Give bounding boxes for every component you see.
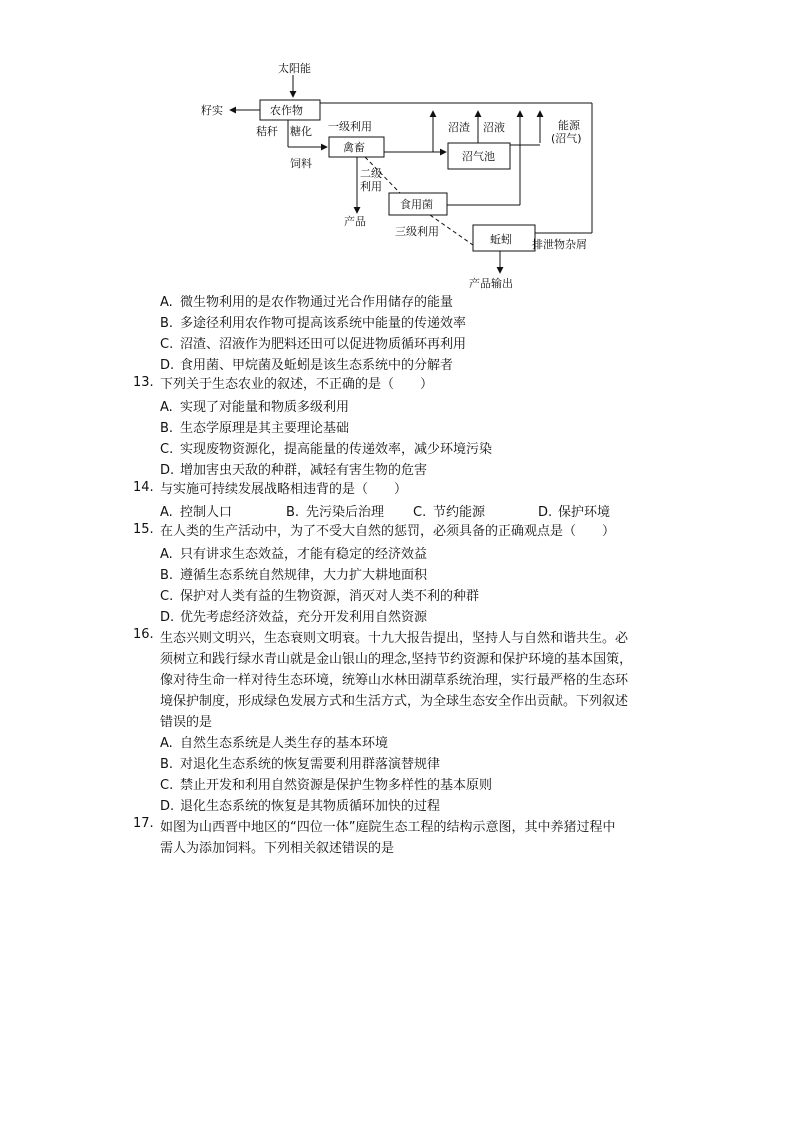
q14-stem: 与实施可持续发展战略相违背的是（ ） — [160, 482, 408, 497]
q16-stem-line-4: 境保护制度，形成绿色发展方式和生活方式，为全球生态安全作出贡献。下列叙述 — [160, 694, 629, 709]
label-seed: 籽实 — [201, 104, 223, 117]
q12-option-d: D. 食用菌、甲烷菌及蚯蚓是该生态系统中的分解者 — [160, 358, 454, 373]
q15-number: 15. — [133, 522, 154, 537]
label-first-use: 一级利用 — [328, 120, 372, 133]
label-earthworm: 蚯蚓 — [490, 233, 512, 246]
q14-number: 14. — [133, 480, 154, 495]
label-second-use-1: 二级 — [360, 167, 382, 180]
q16-stem-line-1: 生态兴则文明兴，生态衰则文明衰。十九大报告提出，坚持人与自然和谐共生。必 — [160, 631, 629, 646]
q16-number: 16. — [133, 627, 154, 642]
label-biogas-pool: 沼气池 — [462, 150, 495, 163]
q16-option-b: B. 对退化生态系统的恢复需要利用群落演替规律 — [160, 757, 441, 772]
q15-option-c: C. 保护对人类有益的生物资源，消灭对人类不利的种群 — [160, 589, 480, 604]
q13-option-d: D. 增加害虫天敌的种群，减轻有害生物的危害 — [160, 463, 428, 478]
label-second-use-2: 利用 — [360, 180, 382, 193]
q16-stem-line-2: 须树立和践行绿水青山就是金山银山的理念,坚持节约资源和保护环境的基本国策， — [160, 652, 633, 667]
ecological-flow-diagram — [190, 55, 610, 295]
label-saccharify: 糖化 — [290, 125, 312, 138]
label-waste: 排泄物杂屑 — [532, 238, 587, 251]
q16-option-c: C. 禁止开发和利用自然资源是保护生物多样性的基本原则 — [160, 778, 493, 793]
label-biogas: (沼气) — [551, 132, 582, 145]
q14-option-c: C. 节约能源 — [413, 505, 486, 520]
q16-option-d: D. 退化生态系统的恢复是其物质循环加快的过程 — [160, 799, 441, 814]
label-crop: 农作物 — [270, 104, 303, 117]
q17-number: 17. — [133, 816, 154, 831]
q14-option-a: A. 控制人口 — [160, 505, 233, 520]
label-energy: 能源 — [558, 119, 580, 132]
label-product-out: 产品输出 — [469, 277, 513, 290]
q12-option-c: C. 沼渣、沼液作为肥料还田可以促进物质循环再利用 — [160, 337, 467, 352]
q17-stem-line-1: 如图为山西晋中地区的“四位一体”庭院生态工程的结构示意图，其中养猪过程中 — [160, 820, 616, 835]
q17-stem-line-2: 需人为添加饲料。下列相关叙述错误的是 — [160, 841, 395, 856]
label-straw: 秸秆 — [256, 125, 278, 138]
label-sun: 太阳能 — [278, 62, 311, 75]
q15-option-b: B. 遵循生态系统自然规律，大力扩大耕地面积 — [160, 568, 428, 583]
label-livestock: 禽畜 — [343, 141, 365, 154]
q12-option-a: A. 微生物利用的是农作物通过光合作用储存的能量 — [160, 295, 454, 310]
q12-option-b: B. 多途径利用农作物可提高该系统中能量的传递效率 — [160, 316, 467, 331]
label-liquid: 沼液 — [483, 121, 505, 134]
label-residue: 沼渣 — [448, 121, 470, 134]
q15-stem: 在人类的生产活动中，为了不受大自然的惩罚，必须具备的正确观点是（ ） — [160, 524, 616, 539]
q13-option-a: A. 实现了对能量和物质多级利用 — [160, 400, 350, 415]
q13-option-b: B. 生态学原理是其主要理论基础 — [160, 421, 350, 436]
label-mushroom: 食用菌 — [400, 198, 433, 211]
q16-stem-line-5: 错误的是 — [160, 715, 213, 730]
q13-option-c: C. 实现废物资源化，提高能量的传递效率，减少环境污染 — [160, 442, 493, 457]
label-feed: 饲料 — [290, 157, 312, 170]
q16-stem-line-3: 像对待生命一样对待生态环境，统筹山水林田湖草系统治理，实行最严格的生态环 — [160, 673, 629, 688]
q15-option-d: D. 优先考虑经济效益，充分开发利用自然资源 — [160, 610, 428, 625]
q14-option-b: B. 先污染后治理 — [286, 505, 385, 520]
label-product: 产品 — [344, 215, 366, 228]
q15-option-a: A. 只有讲求生态效益，才能有稳定的经济效益 — [160, 547, 428, 562]
q13-stem: 下列关于生态农业的叙述，不正确的是（ ） — [160, 377, 434, 392]
q16-option-a: A. 自然生态系统是人类生存的基本环境 — [160, 736, 389, 751]
label-third-use: 三级利用 — [395, 225, 439, 238]
q13-number: 13. — [133, 375, 154, 390]
q14-option-d: D. 保护环境 — [538, 505, 611, 520]
